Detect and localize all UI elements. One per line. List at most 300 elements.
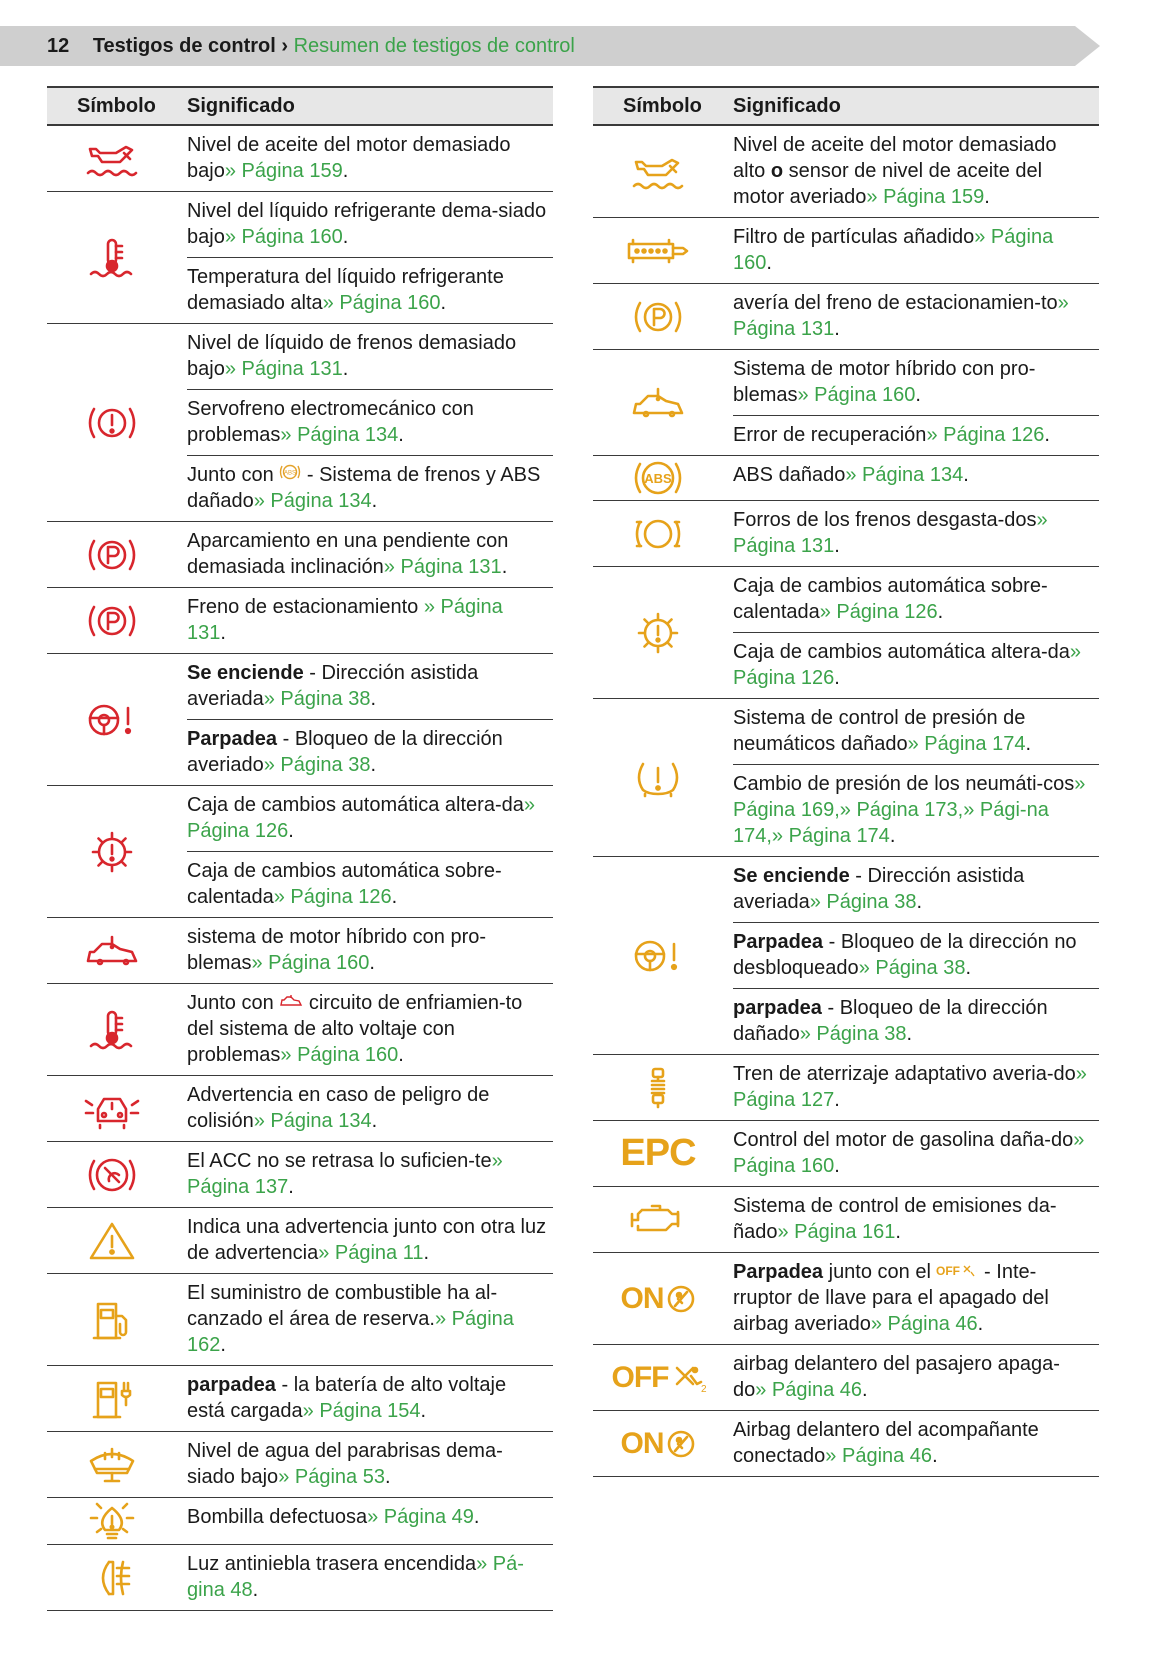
page-reference-link[interactable]: » Página 53 (278, 1466, 385, 1488)
meaning-emphasis: Parpadea (187, 728, 278, 750)
page-reference-link[interactable]: » Página 160 (733, 226, 1054, 274)
meaning-list (187, 324, 553, 521)
table-row (47, 1274, 553, 1366)
meaning-punctuation: . (398, 424, 404, 446)
page-reference-link[interactable]: » Página 160 (224, 226, 343, 248)
epc-text: EPC (620, 1132, 696, 1174)
meaning-cell (187, 786, 553, 851)
meaning-list (733, 350, 1099, 455)
meaning-list (733, 1055, 1099, 1120)
oil-level-icon (47, 126, 187, 191)
table-row (593, 567, 1099, 699)
page-reference-link[interactable]: » Página 162 (187, 1308, 514, 1356)
meaning-emphasis: Se enciende (733, 865, 850, 887)
meaning-punctuation: . (342, 226, 349, 248)
meaning-list (187, 1274, 553, 1365)
svg-text:2: 2 (700, 1383, 707, 1395)
page-reference-link[interactable]: » Página 154 (302, 1400, 421, 1422)
meaning-punctuation: . (834, 667, 840, 689)
meaning-text: - Bloqueo de la dirección averiado (187, 728, 503, 776)
meaning-cell (187, 257, 553, 323)
meaning-text: ABS dañado (733, 464, 846, 486)
bulb-failure-icon (47, 1498, 187, 1544)
meaning-punctuation: . (288, 820, 294, 842)
collision-warning-icon (47, 1076, 187, 1141)
meaning-cell (187, 1498, 553, 1537)
coolant-temperature-icon (47, 192, 187, 323)
washer-fluid-icon (47, 1432, 187, 1497)
meaning-cell (733, 988, 1099, 1054)
meaning-list (187, 126, 553, 191)
acc-warning-icon (47, 1142, 187, 1207)
meaning-punctuation: . (501, 556, 508, 578)
meaning-text: airbag delantero del pasajero apaga-do (733, 1353, 1060, 1401)
off-text: OFF (611, 1360, 669, 1394)
meaning-emphasis: Parpadea (733, 1261, 824, 1283)
meaning-text: - Dirección asistida averiada (187, 662, 479, 710)
page-reference-link[interactable]: » Página 160 (251, 952, 370, 974)
table-row (47, 1208, 553, 1274)
meaning-punctuation: . (834, 535, 840, 557)
meaning-list (187, 588, 553, 653)
page-reference-link[interactable]: » Página 126 (926, 424, 1045, 446)
page-reference-link[interactable]: » Página 38 (263, 754, 371, 776)
meaning-cell (733, 501, 1099, 566)
meaning-text: Filtro de partículas añadido (733, 226, 975, 248)
meaning-cell (187, 389, 553, 455)
page-reference-link[interactable]: » Página 126 (273, 886, 392, 908)
page-reference-link[interactable]: » Página 126 (187, 794, 535, 842)
meaning-text: Temperatura del líquido refrigerante demasiado alta (187, 266, 504, 314)
airbag-off-icon (593, 1345, 733, 1410)
meaning-punctuation: . (977, 1313, 984, 1335)
page-reference-link[interactable]: » Página 38 (799, 1023, 907, 1045)
breadcrumb-separator: › (281, 35, 289, 57)
meaning-punctuation: . (342, 358, 349, 380)
table-row (593, 284, 1099, 350)
meaning-text: Caja de cambios automática sobre-calentada (187, 860, 502, 908)
table-row (47, 786, 553, 918)
airbag-off-small-icon (936, 1262, 978, 1278)
meaning-list (187, 786, 553, 917)
table-row (47, 1545, 553, 1611)
meaning-punctuation: . (371, 1110, 378, 1132)
table-row (593, 126, 1099, 218)
meaning-text: Nivel de agua del parabrisas dema-siado bajo (187, 1440, 503, 1488)
subsection-link[interactable]: Resumen de testigos de control (293, 35, 575, 57)
meaning-punctuation: . (371, 490, 378, 512)
meaning-cell (187, 522, 553, 587)
page-reference-link[interactable]: » Página 134 (253, 1110, 372, 1132)
svg-text:ABS: ABS (644, 471, 672, 486)
meaning-list (733, 284, 1099, 349)
rear-fog-light-icon (47, 1545, 187, 1610)
meaning-cell (187, 1142, 553, 1207)
page-reference-link[interactable]: » Página 126 (819, 601, 938, 623)
meaning-text: Caja de cambios automática altera-da (187, 794, 524, 816)
meaning-list (187, 1076, 553, 1141)
meaning-cell (187, 1432, 553, 1497)
gearbox-warning-icon (593, 567, 733, 698)
meaning-emphasis: parpadea (187, 1374, 276, 1396)
table-row (593, 1121, 1099, 1187)
meaning-emphasis: parpadea (733, 997, 822, 1019)
meaning-text: Forros de los frenos desgasta-dos (733, 509, 1037, 531)
meaning-cell (187, 588, 553, 653)
table-row (593, 1187, 1099, 1253)
meaning-cell (187, 984, 553, 1075)
table-header (593, 86, 1099, 126)
meaning-cell (187, 1366, 553, 1431)
parking-brake-icon (47, 522, 187, 587)
meaning-cell (733, 567, 1099, 632)
on-text: ON (620, 1281, 664, 1315)
meaning-text: - Inte-rruptor de llave para el apagado del airbag averiado (733, 1261, 1049, 1335)
meaning-punctuation: . (440, 292, 447, 314)
meaning-punctuation: . (965, 957, 972, 979)
symbol-header: Símbolo (77, 95, 156, 117)
page-number: 12 (47, 35, 70, 57)
meaning-text: Freno de estacionamiento (187, 596, 424, 618)
meaning-list (733, 126, 1099, 217)
meaning-list (187, 918, 553, 983)
hybrid-car-warning-icon (593, 350, 733, 455)
meaning-text: - Dirección asistida averiada (733, 865, 1025, 913)
brake-pad-wear-icon (593, 501, 733, 566)
meaning-text: sistema de motor híbrido con pro-blemas (187, 926, 487, 974)
meaning-text: Caja de cambios automática sobre-calentada (733, 575, 1048, 623)
page-reference-link[interactable]: » Página 160 (280, 1044, 399, 1066)
meaning-cell (733, 857, 1099, 922)
meaning-text: Bombilla defectuosa (187, 1506, 368, 1528)
meaning-punctuation: . (862, 1379, 868, 1401)
meaning-cell (733, 699, 1099, 764)
meaning-text: Nivel del líquido refrigerante dema-siado bajo (187, 200, 547, 248)
page-reference-link[interactable]: » Página 49 (367, 1506, 474, 1528)
page-reference-link[interactable]: » Página 131 (733, 292, 1069, 340)
page-reference-link[interactable]: » Pá-gina 48 (187, 1553, 524, 1601)
meaning-cell (187, 1545, 553, 1610)
meaning-punctuation: . (391, 886, 398, 908)
table-row (47, 984, 553, 1076)
page-reference-link[interactable]: » Página 134 (280, 424, 399, 446)
meaning-punctuation: . (963, 464, 969, 486)
meaning-cell (733, 350, 1099, 415)
meaning-punctuation: . (1025, 733, 1032, 755)
meaning-text: Indica una advertencia junto con otra luz de advertencia (187, 1216, 547, 1264)
table-row (47, 192, 553, 324)
meaning-text: Aparcamiento en una pendiente con demasiada inclinación (187, 530, 509, 578)
suspension-icon (593, 1055, 733, 1120)
meaning-list (733, 1253, 1099, 1344)
meaning-cell (733, 1345, 1099, 1410)
meaning-text: El suministro de combustible ha al-canzado el área de reserva. (187, 1282, 498, 1330)
particulate-filter-icon (593, 218, 733, 283)
meaning-text: Sistema de motor híbrido con pro-blemas (733, 358, 1036, 406)
meaning-cell (733, 632, 1099, 698)
page-reference-link[interactable]: » Página 38 (263, 688, 371, 710)
table-row (47, 654, 553, 786)
table-row (47, 522, 553, 588)
meaning-list (733, 501, 1099, 566)
meaning-list (187, 192, 553, 323)
section-title: Testigos de control (92, 35, 276, 57)
table-row (47, 918, 553, 984)
meaning-list (733, 1345, 1099, 1410)
page-reference-link[interactable]: » Página 134 (845, 464, 964, 486)
meaning-punctuation: . (766, 252, 772, 274)
meaning-header: Significado (187, 95, 295, 117)
fuel-reserve-icon (47, 1274, 187, 1365)
meaning-punctuation: . (342, 160, 349, 182)
meaning-cell (733, 456, 1099, 495)
meaning-list (187, 1142, 553, 1207)
meaning-cell (187, 126, 553, 191)
meaning-punctuation: . (252, 1579, 259, 1601)
meaning-text: Nivel de líquido de frenos demasiado bajo (187, 332, 517, 380)
meaning-punctuation: . (984, 186, 990, 208)
meaning-list (187, 654, 553, 785)
meaning-list (733, 567, 1099, 698)
meaning-punctuation: . (834, 1089, 840, 1111)
meaning-punctuation: . (423, 1242, 430, 1264)
meaning-punctuation: . (937, 601, 944, 623)
meaning-cell (187, 455, 553, 521)
meaning-punctuation: . (834, 1155, 840, 1177)
meaning-list (187, 1208, 553, 1273)
table-row (47, 126, 553, 192)
page-reference-link[interactable]: » Página 174 (907, 733, 1026, 755)
meaning-punctuation: . (906, 1023, 913, 1045)
meaning-list (733, 456, 1099, 500)
table-row (47, 1432, 553, 1498)
page-reference-link[interactable]: » Página 161 (777, 1221, 896, 1243)
table-row (593, 1253, 1099, 1345)
meaning-punctuation: . (932, 1445, 938, 1467)
meaning-cell (187, 1274, 553, 1365)
meaning-text: Sistema de control de presión de neumáticos dañado (733, 707, 1026, 755)
meaning-list (733, 1411, 1099, 1476)
meaning-emphasis: o (770, 160, 784, 182)
symbol-header: Símbolo (623, 95, 702, 117)
left-table (47, 86, 553, 1611)
svg-text:OFF: OFF (936, 1264, 961, 1278)
meaning-punctuation: . (834, 318, 840, 340)
meaning-cell (187, 1208, 553, 1273)
meaning-cell (187, 851, 553, 917)
meaning-punctuation: . (220, 1334, 226, 1356)
meaning-text: Tren de aterrizaje adaptativo averia-do (733, 1063, 1076, 1085)
meaning-text: avería del freno de estacionamien-to (733, 292, 1058, 314)
meaning-punctuation: . (895, 1221, 901, 1243)
page-reference-link[interactable]: » Página 134 (253, 490, 372, 512)
page-reference-link[interactable]: » Página 137 (187, 1150, 503, 1198)
meaning-punctuation: . (288, 1176, 294, 1198)
page-reference-link[interactable]: » Página 38 (858, 957, 966, 979)
oil-level-icon (593, 126, 733, 217)
parking-brake-icon (593, 284, 733, 349)
page-reference-link[interactable]: » Página 160 (322, 292, 441, 314)
steering-warning-icon (593, 857, 733, 1054)
meaning-punctuation: . (369, 952, 375, 974)
page-reference-link[interactable]: » Página 46 (755, 1379, 863, 1401)
page-header (47, 33, 575, 59)
meaning-cell (187, 719, 553, 785)
meaning-cell (187, 192, 553, 257)
meaning-list (187, 1545, 553, 1610)
meaning-text: El ACC no se retrasa lo suficien-te (187, 1150, 492, 1172)
steering-warning-icon (47, 654, 187, 785)
meaning-punctuation: . (384, 1466, 391, 1488)
meaning-cell (733, 922, 1099, 988)
meaning-text: Servofreno electromecánico con problemas (187, 398, 474, 446)
meaning-list (187, 1498, 553, 1544)
meaning-text: Cambio de presión de los neumáti-cos (733, 773, 1075, 795)
meaning-cell (733, 284, 1099, 349)
meaning-punctuation: . (370, 688, 377, 710)
meaning-text: Airbag delantero del acompañante conectado (733, 1419, 1039, 1467)
table-row (593, 501, 1099, 567)
meaning-cell (733, 218, 1099, 283)
meaning-punctuation: . (370, 754, 377, 776)
meaning-text: - Bloqueo de la dirección no desbloqueado (733, 931, 1077, 979)
meaning-text: Luz antiniebla trasera encendida (187, 1553, 477, 1575)
meaning-list (187, 522, 553, 587)
battery-charging-icon (47, 1366, 187, 1431)
meaning-punctuation: . (916, 891, 923, 913)
table-row (593, 1055, 1099, 1121)
page-reference-link[interactable]: » Página 131 (187, 596, 503, 644)
hybrid-small-icon (279, 993, 303, 1009)
coolant-temperature-icon (47, 984, 187, 1075)
meaning-list (187, 1366, 553, 1431)
meaning-punctuation: . (420, 1400, 427, 1422)
meaning-cell (733, 1253, 1099, 1344)
meaning-list (733, 1121, 1099, 1186)
meaning-list (733, 857, 1099, 1054)
meaning-cell (733, 126, 1099, 217)
right-table (593, 86, 1099, 1477)
brake-warning-icon (47, 324, 187, 521)
meaning-text: Advertencia en caso de peligro de colisión (187, 1084, 490, 1132)
engine-emission-icon (593, 1187, 733, 1252)
meaning-text: Nivel de aceite del motor demasiado bajo (187, 134, 511, 182)
meaning-list (187, 984, 553, 1075)
page-reference-link[interactable]: » Página 38 (809, 891, 917, 913)
meaning-header: Significado (733, 95, 841, 117)
meaning-text: - Sistema de frenos y ABS dañado (187, 464, 541, 512)
table-header (47, 86, 553, 126)
page-reference-link[interactable]: » Página 127 (733, 1063, 1087, 1111)
meaning-cell (733, 1187, 1099, 1252)
meaning-text: Nivel de aceite del motor demasiado alto (733, 134, 1057, 182)
meaning-cell (733, 1121, 1099, 1186)
meaning-cell (733, 1411, 1099, 1476)
airbag-on-icon (593, 1253, 733, 1344)
gearbox-warning-icon (47, 786, 187, 917)
meaning-emphasis: Se enciende (187, 662, 304, 684)
page-reference-link[interactable]: » Página 159 (224, 160, 343, 182)
meaning-cell (187, 1076, 553, 1141)
table-row (593, 218, 1099, 284)
airbag-on-icon (593, 1411, 733, 1476)
table-row (47, 324, 553, 522)
table-row (593, 699, 1099, 857)
page-reference-link[interactable]: » Página 159 (866, 186, 985, 208)
meaning-punctuation: . (398, 1044, 404, 1066)
meaning-text: Error de recuperación (733, 424, 927, 446)
hybrid-car-warning-icon (47, 918, 187, 983)
meaning-cell (733, 1055, 1099, 1120)
meaning-punctuation: . (473, 1506, 480, 1528)
abs-small-icon (279, 463, 301, 481)
on-text: ON (620, 1426, 664, 1460)
meaning-cell (733, 764, 1099, 856)
page-reference-link[interactable]: » Página 46 (825, 1445, 933, 1467)
table-row (47, 1076, 553, 1142)
meaning-cell (187, 918, 553, 983)
page-reference-link[interactable]: » Página 131 (383, 556, 502, 578)
meaning-cell (187, 654, 553, 719)
table-row (47, 588, 553, 654)
meaning-text: Sistema de control de emisiones da-ñado (733, 1195, 1057, 1243)
meaning-punctuation: . (220, 622, 226, 644)
general-warning-icon (47, 1208, 187, 1273)
svg-text:ABS: ABS (284, 470, 297, 477)
epc-icon (593, 1121, 733, 1186)
page-reference-link[interactable]: » Página 46 (870, 1313, 978, 1335)
meaning-text: - la batería de alto voltaje está cargada (187, 1374, 507, 1422)
meaning-emphasis: Parpadea (733, 931, 824, 953)
table-row (593, 857, 1099, 1055)
abs-icon (593, 456, 733, 500)
meaning-list (733, 699, 1099, 856)
page-reference-link[interactable]: » Página 131 (733, 509, 1048, 557)
tyre-pressure-icon (593, 699, 733, 856)
table-row (47, 1366, 553, 1432)
meaning-text: circuito de enfriamien-to del sistema de alto voltaje con problemas (187, 992, 523, 1066)
meaning-text: Caja de cambios automática altera-da (733, 641, 1070, 663)
meaning-list (733, 1187, 1099, 1252)
page-reference-link[interactable]: » Página 126 (733, 641, 1081, 689)
meaning-text: Control del motor de gasolina daña-do (733, 1129, 1074, 1151)
meaning-pre: Junto con (187, 992, 274, 1014)
table-row (593, 1411, 1099, 1477)
page-reference-link[interactable]: » Página 131 (224, 358, 343, 380)
meaning-list (187, 1432, 553, 1497)
page-reference-link[interactable]: » Página 160 (797, 384, 916, 406)
meaning-text: - Bloqueo de la dirección dañado (733, 997, 1048, 1045)
page-reference-link[interactable]: » Página 169,» Página 173,» Pági-na 174,» Página 174 (733, 773, 1086, 847)
table-row (593, 350, 1099, 456)
page-reference-link[interactable]: » Página 160 (733, 1129, 1085, 1177)
table-row (47, 1142, 553, 1208)
parking-brake-icon (47, 588, 187, 653)
meaning-pre: Junto con (187, 464, 274, 486)
meaning-punctuation: . (889, 825, 896, 847)
table-row (47, 1498, 553, 1545)
page-reference-link[interactable]: » Página 11 (318, 1242, 424, 1264)
meaning-punctuation: . (915, 384, 921, 406)
table-row (593, 456, 1099, 501)
meaning-cell (733, 415, 1099, 455)
meaning-cell (187, 324, 553, 389)
meaning-punctuation: . (1044, 424, 1050, 446)
meaning-text: junto con el (823, 1261, 937, 1283)
table-row (593, 1345, 1099, 1411)
meaning-text: sensor de nivel de aceite del motor averiado (733, 160, 1043, 208)
meaning-list (733, 218, 1099, 283)
